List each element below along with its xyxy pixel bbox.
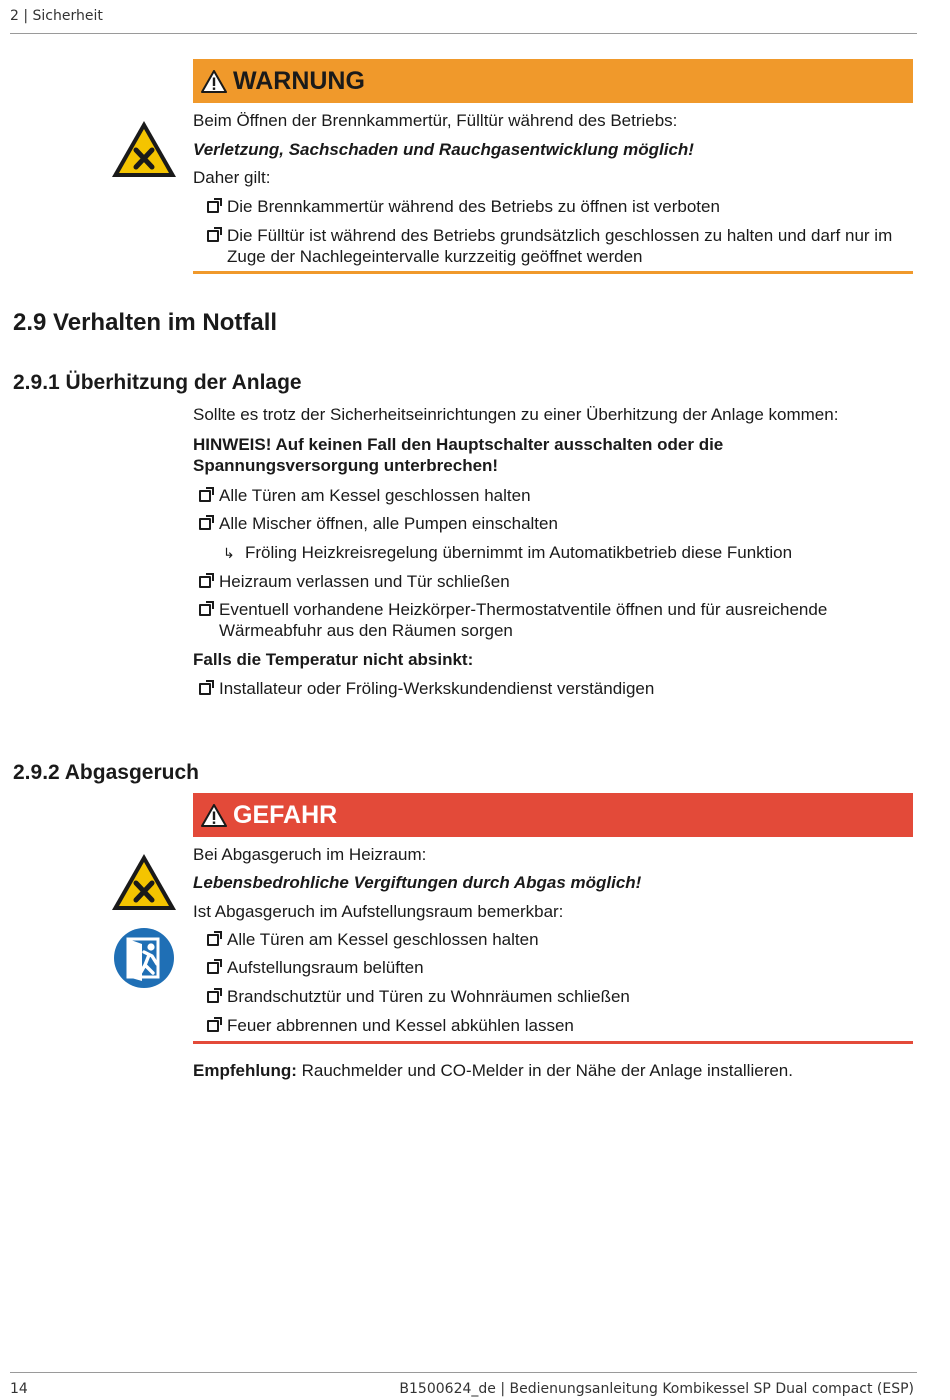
warning-hazard: Verletzung, Sachschaden und Rauchgasentwicklung möglich! (193, 140, 694, 159)
checkbox-icon (207, 1020, 219, 1032)
checkbox-icon (199, 604, 211, 616)
checkbox-icon (207, 934, 219, 946)
list-item: Alle Mischer öffnen, alle Pumpen einschalten (199, 513, 909, 534)
list-item: Alle Türen am Kessel geschlossen halten (207, 929, 907, 950)
checkbox-icon (199, 490, 211, 502)
page-footer (10, 1372, 917, 1397)
notice-line-1: HINWEIS! Auf keinen Fall den Hauptschalter ausschalten oder die (193, 435, 724, 454)
list-item: Alle Türen am Kessel geschlossen halten (199, 485, 909, 506)
danger-label: GEFAHR (233, 800, 338, 829)
checkbox-icon (199, 683, 211, 695)
result-item: ↳ Fröling Heizkreisregelung übernimmt im Automatikbetrieb diese Funktion (223, 543, 793, 562)
document-reference: B1500624_de | Bedienungsanleitung Kombikessel SP Dual compact (ESP) (399, 1381, 914, 1397)
recommendation-text: Rauchmelder und CO-Melder in der Nähe der Anlage installieren. (296, 1061, 793, 1080)
section-title: 2.9 Verhalten im Notfall (13, 309, 278, 336)
danger-hazard: Lebensbedrohliche Vergiftungen durch Abgas möglich! (193, 873, 642, 892)
warning-label: WARNUNG (233, 66, 365, 95)
header-text: 2 | Sicherheit (10, 8, 103, 24)
warning-triangle-icon (201, 804, 227, 827)
checkbox-icon (199, 518, 211, 530)
recommendation-label: Empfehlung: (193, 1061, 297, 1080)
checkbox-icon (199, 576, 211, 588)
danger-intro: Bei Abgasgeruch im Heizraum: (193, 845, 427, 864)
result-arrow-icon: ↳ (223, 545, 235, 561)
danger-banner (193, 793, 913, 837)
warning-banner (193, 59, 913, 103)
list-item: Installateur oder Fröling-Werkskundendienst verständigen (199, 678, 909, 699)
subsection-title: 2.9.1 Überhitzung der Anlage (13, 371, 302, 394)
list-item: Feuer abbrennen und Kessel abkühlen lassen (207, 1015, 907, 1036)
harmful-substance-icon (110, 119, 178, 179)
page-header (10, 8, 917, 34)
warning-therefore: Daher gilt: (193, 168, 271, 187)
page-number: 14 (10, 1381, 28, 1397)
list-item: Eventuell vorhandene Heizkörper-Thermostatventile öffnen und für ausreichende Wärmeabfuhr aus den Räumen sorgen (199, 599, 899, 641)
list-item: Die Fülltür ist während des Betriebs grundsätzlich geschlossen zu halten und darf nur im Zuge der Nachlegeintervalle kurzzeitig geöffnet werden (207, 225, 917, 267)
notice-line-2: Spannungsversorgung unterbrechen! (193, 456, 499, 475)
if-not-heading: Falls die Temperatur nicht absinkt: (193, 650, 474, 669)
warning-intro: Beim Öffnen der Brennkammertür, Fülltür während des Betriebs: (193, 111, 678, 130)
list-item: Die Brennkammertür während des Betriebs zu öffnen ist verboten (207, 196, 917, 217)
overheat-intro: Sollte es trotz der Sicherheitseinrichtungen zu einer Überhitzung der Anlage kommen: (193, 405, 839, 424)
warning-bottom-rule (193, 271, 913, 274)
checkbox-icon (207, 962, 219, 974)
danger-condition: Ist Abgasgeruch im Aufstellungsraum bemerkbar: (193, 902, 564, 921)
list-item: Heizraum verlassen und Tür schließen (199, 571, 909, 592)
warning-triangle-icon (201, 70, 227, 93)
subsection-title: 2.9.2 Abgasgeruch (13, 761, 199, 784)
list-item: Brandschutztür und Türen zu Wohnräumen schließen (207, 986, 907, 1007)
recommendation (193, 1060, 793, 1081)
checkbox-icon (207, 230, 219, 242)
list-item: Aufstellungsraum belüften (207, 957, 907, 978)
checkbox-icon (207, 991, 219, 1003)
danger-bottom-rule (193, 1041, 913, 1044)
harmful-substance-icon (110, 852, 178, 912)
checkbox-icon (207, 201, 219, 213)
emergency-exit-door-icon (111, 925, 177, 991)
